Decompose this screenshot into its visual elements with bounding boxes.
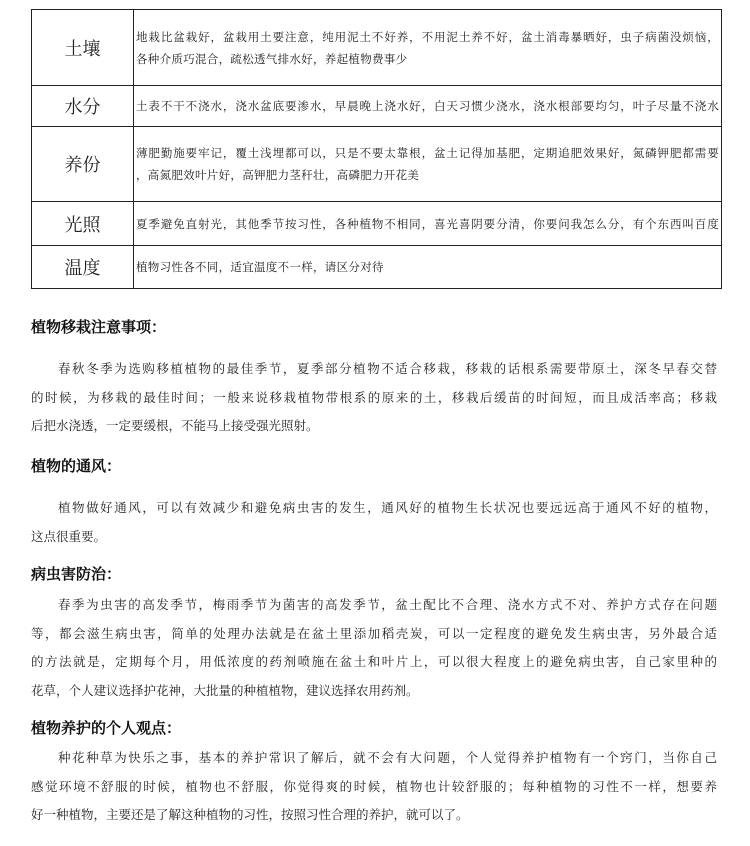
section-personal-view	[31, 718, 717, 830]
table-row	[32, 10, 722, 86]
section-heading: 植物的通风：	[31, 457, 122, 475]
text-line: 的时候，为移栽的最佳时间；一般来说移栽植物带根系的原来的土，移栽后缓苗的时间短，而且成活率高；移栽	[31, 389, 717, 405]
table-row	[32, 246, 722, 289]
section-heading: 病虫害防治：	[31, 565, 122, 583]
table-row	[32, 86, 722, 127]
row-key: 土壤	[32, 10, 134, 86]
row-key: 温度	[32, 246, 134, 289]
text-line: 好一种植物，主要还是了解这种植物的习性，按照习性合理的养护，就可以了。	[31, 807, 469, 822]
text-line: 春季为虫害的高发季节，梅雨季节为菌害的高发季节，盆土配比不合理、浇水方式不对、养护方式存在问题	[58, 597, 717, 612]
section-paragraph	[31, 744, 717, 830]
text-line: 的方法就是，定期每个月，用低浓度的药剂喷施在盆土和叶片上，可以很大程度上的避免病虫害，自己家里种的	[31, 654, 717, 669]
row-value	[134, 127, 722, 202]
text-line: 后把水浇透，一定要缓根，不能马上接受强光照射。	[31, 418, 319, 433]
text-line: 地栽比盆栽好，盆栽用土要注意，纯用泥土不好养，不用泥土养不好，盆土消毒暴晒好，虫子病菌没烦恼，	[136, 29, 719, 44]
row-key: 水分	[32, 86, 134, 127]
row-key: 养份	[32, 127, 134, 202]
section-heading: 植物移栽注意事项：	[31, 318, 167, 336]
text-line: 感觉环境不舒服的时候，植物也不舒服，你觉得爽的时候，植物也计较舒服的；每种植物的习性不一样，想要养	[31, 778, 717, 794]
row-key: 光照	[32, 202, 134, 246]
text-line: ，高氮肥效叶片好，高钾肥力茎秆壮，高磷肥力开花美	[136, 168, 420, 182]
text-line: 各种介质巧混合，疏松透气排水好，养起植物费事少	[136, 51, 408, 66]
section-paragraph	[31, 591, 717, 705]
row-value	[134, 202, 722, 246]
text-line: 夏季避免直射光，其他季节按习性，各种植物不相同，喜光喜阴要分清，你要问我怎么分，有个东西叫百度	[136, 216, 719, 231]
section-pest-control	[31, 564, 717, 705]
row-value	[134, 10, 722, 86]
table-row	[32, 127, 722, 202]
section-paragraph	[31, 355, 717, 441]
text-line: 这点很重要。	[31, 528, 107, 544]
text-line: 植物做好通风，可以有效减少和避免病虫害的发生，通风好的植物生长状况也要远远高于通风不好的植物，	[58, 500, 717, 515]
text-line: 春秋冬季为选购移植植物的最佳季节，夏季部分植物不适合移栽，移栽的话根系需要带原土，深冬早春交替	[58, 361, 717, 376]
section-transplant	[31, 317, 717, 441]
text-line: 种花种草为快乐之事，基本的养护常识了解后，就不会有大问题，个人觉得养护植物有一个窍门，当你自己	[58, 750, 717, 765]
care-table	[31, 9, 722, 289]
text-line: 薄肥勤施要牢记，覆土浅埋都可以，只是不要太靠根，盆土记得加基肥，定期追肥效果好，氮磷钾肥都需要	[136, 146, 719, 160]
section-paragraph	[31, 494, 717, 551]
table-row	[32, 202, 722, 246]
text-line: 等，都会滋生病虫害，简单的处理办法就是在盆土里添加稻壳炭，可以一定程度的避免发生病虫害，另外最合适	[31, 625, 717, 641]
row-value	[134, 86, 722, 127]
text-line: 花草，个人建议选择护花神，大批量的种植植物，建议选择农用药剂。	[31, 682, 419, 698]
section-heading: 植物养护的个人观点：	[31, 719, 182, 737]
row-value	[134, 246, 722, 289]
section-ventilation	[31, 456, 717, 551]
text-line: 植物习性各不同，适宜温度不一样，请区分对待	[136, 260, 384, 274]
text-line: 土表不干不浇水，浇水盆底要渗水，早晨晚上浇水好，白天习惯少浇水，浇水根部要均匀，叶子尽量不浇水	[136, 99, 719, 113]
